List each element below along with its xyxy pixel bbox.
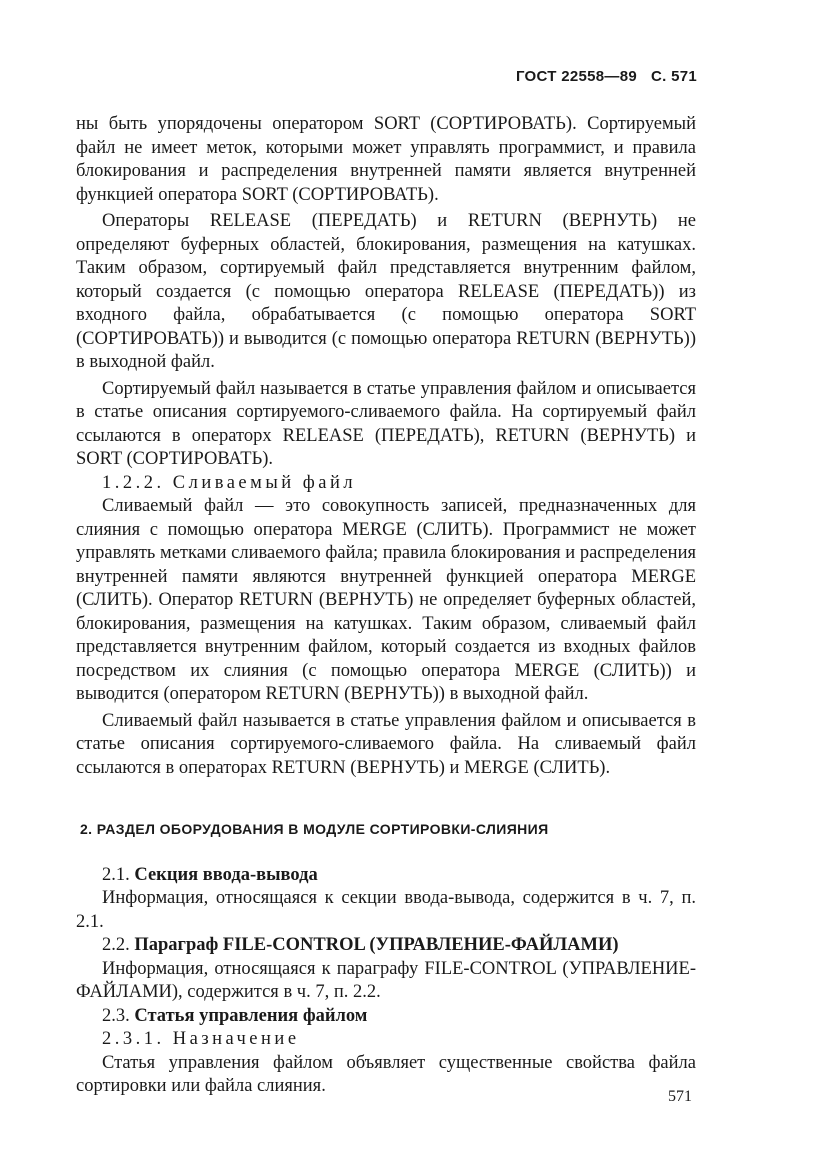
paragraph: Сливаемый файл называется в статье управления файлом и описывается в статье описания сортируемого-сливаемого файла. На сливаемый файл ссылаются в операторах RETURN (ВЕРНУТЬ) и MERGE (СЛИТЬ). xyxy=(76,710,696,778)
heading-number: 2.3. xyxy=(102,1005,130,1026)
subsection-heading xyxy=(76,1005,696,1029)
subsection-heading: 2.3.1. Назначение xyxy=(102,1029,300,1049)
heading-title: Секция ввода-вывода xyxy=(134,864,318,885)
subsection-heading xyxy=(76,864,696,888)
paragraph: ны быть упорядочены оператором SORT (СОРТИРОВАТЬ). Сортируемый файл не имеет меток, которыми может управлять программист, и правила блокирования и распределения внутренней памяти является внутренней функцией оператора SORT (СОРТИРОВАТЬ). xyxy=(76,114,696,205)
header-page-label: С. 571 xyxy=(651,68,697,85)
paragraph: Информация, относящаяся к параграфу FILE-CONTROL (УПРАВЛЕНИЕ-ФАЙЛАМИ), содержится в ч. 7, п. 2.2. xyxy=(76,958,696,1002)
paragraph: Операторы RELEASE (ПЕРЕДАТЬ) и RETURN (ВЕРНУТЬ) не определяют буферных областей, блокирования, размещения на катушках. Таким образом, сортируемый файл представляется внутренним файлом, который создается (с помощью оператора RELEASE (ПЕРЕДАТЬ)) из входного файла, обрабатывается (с помощью оператора SORT (СОРТИРОВАТЬ)) и выводится (с помощью оператора RETURN (ВЕРНУТЬ)) в выходной файл. xyxy=(76,211,696,372)
heading-title: Статья управления файлом xyxy=(134,1005,368,1026)
document-body xyxy=(76,113,696,1099)
heading-number: 2.1. xyxy=(102,864,130,885)
subsection-heading: 1.2.2. Сливаемый файл xyxy=(102,472,357,493)
paragraph: Статья управления файлом объявляет существенные свойства файла сортировки или файла слияния. xyxy=(76,1052,696,1096)
section-heading: 2. РАЗДЕЛ ОБОРУДОВАНИЯ В МОДУЛЕ СОРТИРОВКИ-СЛИЯНИЯ xyxy=(80,821,549,837)
subsection-heading xyxy=(76,934,696,958)
standard-number: ГОСТ 22558—89 xyxy=(515,68,637,85)
paragraph: Сортируемый файл называется в статье управления файлом и описывается в статье описания сортируемого-сливаемого файла. На сортируемый файл ссылаются в операторх RELEASE (ПЕРЕДАТЬ), RETURN (ВЕРНУТЬ) и SORT (СОРТИРОВАТЬ). xyxy=(76,378,696,469)
paragraph: Информация, относящаяся к секции ввода-вывода, содержится в ч. 7, п. 2.1. xyxy=(76,888,696,932)
page-number: 571 xyxy=(668,1088,692,1105)
page-header xyxy=(516,68,697,85)
paragraph: Сливаемый файл — это совокупность записей, предназначенных для слияния с помощью оператора MERGE (СЛИТЬ). Программист не может управлять метками сливаемого файла; правила блокирования и распределения внутренней памяти являются внутренней функцией оператора MERGE (СЛИТЬ). Оператор RETURN (ВЕРНУТЬ) не определяет буферных областей, блокирования, размещения на катушках. Таким образом, сливаемый файл представляется внутренним файлом, который создается из входных файлов посредством их слияния (с помощью оператора MERGE (СЛИТЬ)) и выводится (оператором RETURN (ВЕРНУТЬ)) в выходной файл. xyxy=(76,496,696,704)
heading-title: Параграф FILE-CONTROL (УПРАВЛЕНИЕ-ФАЙЛАМИ) xyxy=(134,935,619,955)
heading-number: 2.2. xyxy=(102,935,130,955)
